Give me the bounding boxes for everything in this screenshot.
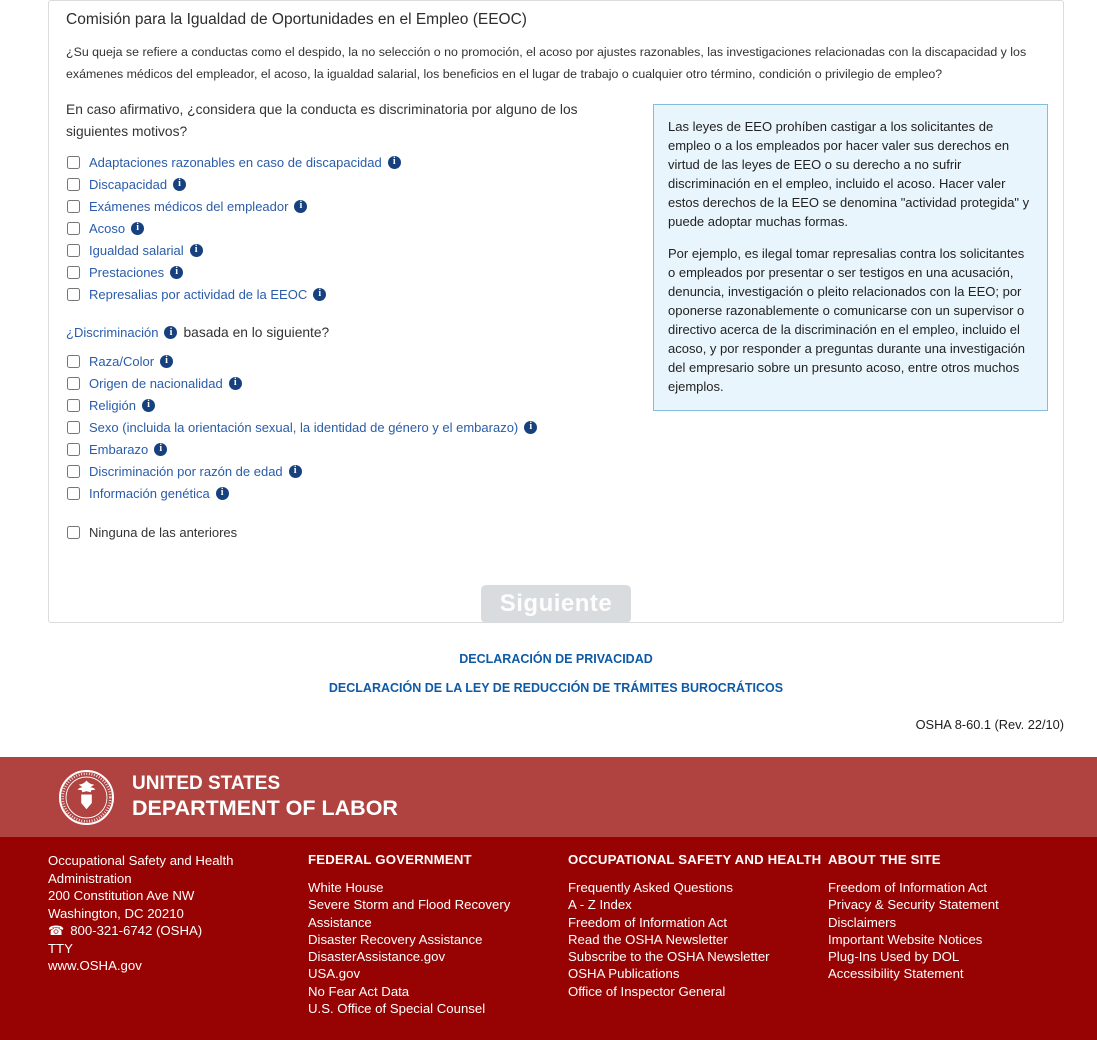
footer-link[interactable]: Freedom of Information Act	[828, 880, 988, 895]
option-checkbox[interactable]	[67, 178, 80, 191]
info-icon[interactable]	[190, 244, 203, 257]
eeoc-form-card	[48, 0, 1064, 623]
footer-link[interactable]: Disaster Recovery Assistance	[308, 931, 483, 947]
footer-link[interactable]: Subscribe to the OSHA Newsletter	[568, 949, 770, 965]
none-of-the-above-label[interactable]: Ninguna de las anteriores	[89, 524, 238, 540]
button-row	[66, 585, 1046, 623]
dol-wordmark-line2: DEPARTMENT OF LABOR	[132, 795, 398, 820]
option-label-link[interactable]: Prestaciones	[89, 264, 165, 280]
info-icon[interactable]	[142, 399, 155, 412]
footer-link[interactable]: U.S. Office of Special Counsel	[308, 1000, 486, 1016]
footer-link[interactable]: DisasterAssistance.gov	[308, 949, 446, 965]
option-label-link[interactable]: Religión	[89, 397, 136, 413]
intro-question-text: ¿Su queja se refiere a conductas como el despido, la no selección o no promoción, el acoso por ajustes razonables, las investigaciones relacionadas con la discapacidad y los exámenes médicos del empleador, el acoso, la igualdad salarial, los beneficios en el lugar de trabajo o cualquier otro término, condición o privilegio de empleo?	[66, 45, 1027, 81]
discrimination-question-suffix: basada en lo siguiente?	[183, 325, 330, 341]
footer-address-line1: 200 Constitution Ave NW	[48, 888, 195, 904]
footer-phone-link[interactable]: ☎ 800-321-6742 (OSHA)	[48, 922, 308, 940]
option-checkbox[interactable]	[67, 266, 80, 279]
footer-osh-column	[568, 852, 828, 1040]
footer-agency-column	[48, 852, 308, 1040]
footer-tty-link[interactable]: TTY	[48, 940, 73, 956]
option-checkbox[interactable]	[67, 487, 80, 500]
footer-link-list	[308, 879, 568, 1017]
info-icon[interactable]	[173, 178, 186, 191]
dol-wordmark-line1: UNITED STATES	[132, 772, 281, 794]
info-icon[interactable]	[216, 487, 229, 500]
option-label-link[interactable]: Embarazo	[89, 441, 149, 457]
info-box-paragraph-1: Las leyes de EEO prohíben castigar a los solicitantes de empleo o a los empleados por hacer valer sus derechos en virtud de las leyes de EEO o su derecho a no sufrir discriminación en el empleo, incluido el acoso. Hacer valer estos derechos de la EEO se denomina "actividad protegida" y puede adoptar muchas formas.	[668, 119, 1030, 229]
privacy-statement-link[interactable]: DECLARACIÓN DE PRIVACIDAD	[459, 652, 653, 666]
info-icon[interactable]	[160, 355, 173, 368]
declaration-links	[48, 623, 1064, 697]
osha-form-number: OSHA 8-60.1 (Rev. 22/10)	[915, 717, 1064, 732]
footer-link[interactable]: Disclaimers	[828, 914, 897, 930]
option-checkbox[interactable]	[67, 465, 80, 478]
footer-link[interactable]: White House	[308, 880, 384, 895]
none-of-the-above-row	[66, 525, 1046, 539]
option-checkbox[interactable]	[67, 421, 80, 434]
info-icon[interactable]	[524, 421, 537, 434]
dol-wordmark	[132, 773, 398, 822]
info-icon[interactable]	[388, 156, 401, 169]
option-checkbox[interactable]	[67, 377, 80, 390]
option-checkbox[interactable]	[67, 200, 80, 213]
site-footer	[0, 837, 1097, 1040]
dol-seal-icon	[58, 769, 115, 826]
footer-link[interactable]: Severe Storm and Flood Recovery Assistance	[308, 897, 511, 930]
footer-column-header: OCCUPATIONAL SAFETY AND HEALTH	[568, 852, 822, 867]
option-checkbox[interactable]	[67, 443, 80, 456]
footer-link[interactable]: Office of Inspector General	[568, 983, 726, 999]
info-icon[interactable]	[229, 377, 242, 390]
footer-link[interactable]: USA.gov	[308, 966, 361, 982]
footer-about-site-column	[828, 852, 1088, 1040]
info-box-paragraph-2: Por ejemplo, es ilegal tomar represalias contra los solicitantes o empleados por presentar o ser testigos en una acusación, denuncia, investigación o pleito relacionados con la EEO; por oponerse razonablemente o comunicarse con un supervisor o directivo acerca de la discriminación en el empleo, incluido el acoso, y por responder a preguntas durante una investigación del empresario sobre un presunto acoso, entre otros muchos ejemplos.	[668, 245, 1026, 394]
footer-column-header: FEDERAL GOVERNMENT	[308, 852, 472, 867]
option-label-link[interactable]: Origen de nacionalidad	[89, 375, 223, 391]
option-label-link[interactable]: Raza/Color	[89, 353, 155, 369]
footer-federal-government-column	[308, 852, 568, 1040]
footer-link[interactable]: Important Website Notices	[828, 931, 983, 947]
footer-link-list	[568, 879, 828, 1000]
option-label-link[interactable]: Exámenes médicos del empleador	[89, 198, 289, 214]
footer-link[interactable]: A - Z Index	[568, 897, 632, 913]
footer-address-line2: Washington, DC 20210	[48, 905, 184, 921]
footer-link[interactable]: Frequently Asked Questions	[568, 880, 733, 895]
footer-link[interactable]: Plug-Ins Used by DOL	[828, 949, 960, 965]
checkbox-option-row	[66, 464, 1046, 478]
info-icon[interactable]	[313, 288, 326, 301]
footer-link[interactable]: Freedom of Information Act	[568, 914, 728, 930]
option-label-link[interactable]: Acoso	[89, 220, 126, 236]
checkbox-option-row	[66, 486, 1046, 500]
option-label-link[interactable]: Adaptaciones razonables en caso de discapacidad	[89, 154, 382, 170]
info-icon[interactable]	[131, 222, 144, 235]
footer-link[interactable]: Read the OSHA Newsletter	[568, 931, 728, 947]
option-label-link[interactable]: Discapacidad	[89, 176, 168, 192]
option-checkbox[interactable]	[67, 156, 80, 169]
footer-link[interactable]: No Fear Act Data	[308, 983, 410, 999]
option-checkbox[interactable]	[67, 399, 80, 412]
option-checkbox[interactable]	[67, 222, 80, 235]
conduct-question-text: En caso afirmativo, ¿considera que la conducta es discriminatoria por alguno de los siguientes motivos?	[66, 102, 578, 139]
option-checkbox[interactable]	[67, 355, 80, 368]
option-checkbox[interactable]	[67, 288, 80, 301]
next-button[interactable]: Siguiente	[481, 585, 632, 623]
dol-header-band	[0, 757, 1097, 837]
footer-agency-name: Occupational Safety and Health Administration	[48, 853, 234, 886]
option-checkbox[interactable]	[67, 244, 80, 257]
info-icon[interactable]	[164, 326, 177, 339]
footer-column-header: ABOUT THE SITE	[828, 852, 941, 867]
info-icon[interactable]	[289, 465, 302, 478]
info-icon[interactable]	[170, 266, 183, 279]
info-icon[interactable]	[154, 443, 167, 456]
checkbox-option-row	[66, 420, 1046, 434]
info-icon[interactable]	[294, 200, 307, 213]
none-of-the-above-checkbox[interactable]	[67, 526, 80, 539]
checkbox-option-row	[66, 442, 1046, 456]
footer-link[interactable]: OSHA Publications	[568, 966, 680, 982]
footer-website-link[interactable]: www.OSHA.gov	[48, 958, 142, 974]
option-label-link[interactable]: Discriminación por razón de edad	[89, 463, 283, 479]
option-label-link[interactable]: Sexo (incluida la orientación sexual, la identidad de género y el embarazo)	[89, 419, 519, 435]
paperwork-reduction-act-link[interactable]: DECLARACIÓN DE LA LEY DE REDUCCIÓN DE TRÁMITES BUROCRÁTICOS	[328, 681, 784, 695]
page-title: Comisión para la Igualdad de Oportunidades en el Empleo (EEOC)	[66, 11, 527, 28]
option-label-link[interactable]: Igualdad salarial	[89, 242, 184, 258]
footer-link[interactable]: Privacy & Security Statement	[828, 897, 999, 913]
discrimination-term-link[interactable]: ¿Discriminación	[66, 325, 159, 341]
footer-link[interactable]: Accessibility Statement	[828, 966, 964, 982]
option-label-link[interactable]: Información genética	[89, 485, 210, 501]
option-label-link[interactable]: Represalias por actividad de la EEOC	[89, 286, 308, 302]
eeo-retaliation-info-box	[653, 104, 1048, 411]
footer-link-list	[828, 879, 1088, 983]
